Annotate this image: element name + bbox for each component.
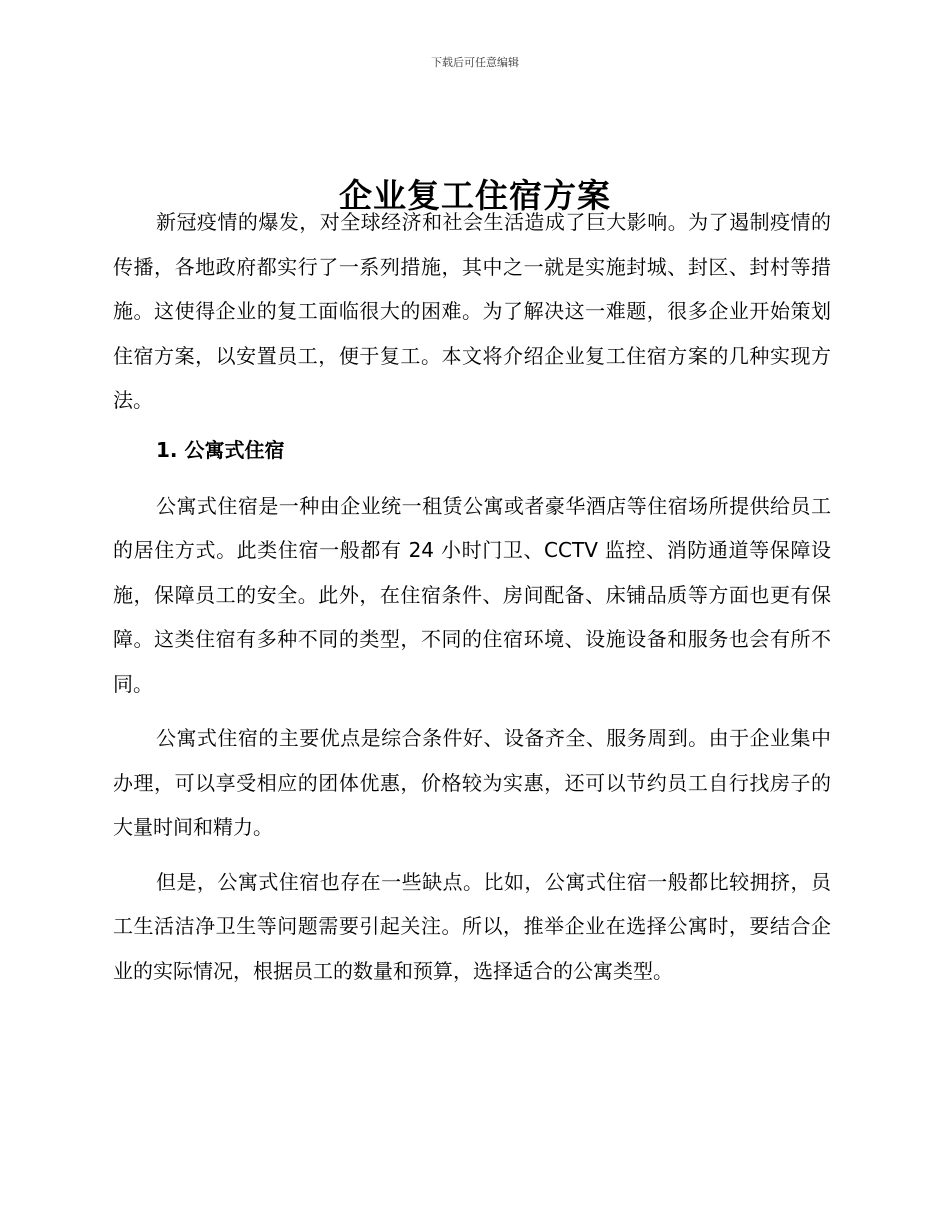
intro-paragraph: 新冠疫情的爆发，对全球经济和社会生活造成了巨大影响。为了遏制疫情的传播，各地政府都实行了一系列措施，其中之一就是实施封城、封区、封村等措施。这使得企业的复工面临很大的困难。为了解决这一难题，很多企业开始策划住宿方案，以安置员工，便于复工。本文将介绍企业复工住宿方案的几种实现方法。 <box>113 210 831 412</box>
body-paragraph: 公寓式住宿的主要优点是综合条件好、设备齐全、服务周到。由于企业集中办理，可以享受相应的团体优惠，价格较为实惠，还可以节约员工自行找房子的大量时间和精力。 <box>113 726 831 839</box>
body-paragraph: 公寓式住宿是一种由企业统一租赁公寓或者豪华酒店等住宿场所提供给员工的居住方式。此类住宿一般都有 24 小时门卫、CCTV 监控、消防通道等保障设施，保障员工的安全。此外，在住宿条件、房间配备、床铺品质等方面也更有保障。这类住宿有多种不同的类型，不同的住宿环境、设施设备和服务也会有所不同。 <box>113 493 831 696</box>
section-heading: 1. 公寓式住宿 <box>156 437 285 462</box>
section-apartment-housing <box>113 428 831 994</box>
body-paragraph: 但是，公寓式住宿也存在一些缺点。比如，公寓式住宿一般都比较拥挤，员工生活洁净卫生等问题需要引起关注。所以，推举企业在选择公寓时，要结合企业的实际情况，根据员工的数量和预算，选择适合的公寓类型。 <box>113 869 831 983</box>
document-body <box>113 200 831 993</box>
document-title: 企业复工住宿方案 <box>339 176 611 216</box>
page-header-note: 下载后可任意编辑 <box>431 56 519 69</box>
